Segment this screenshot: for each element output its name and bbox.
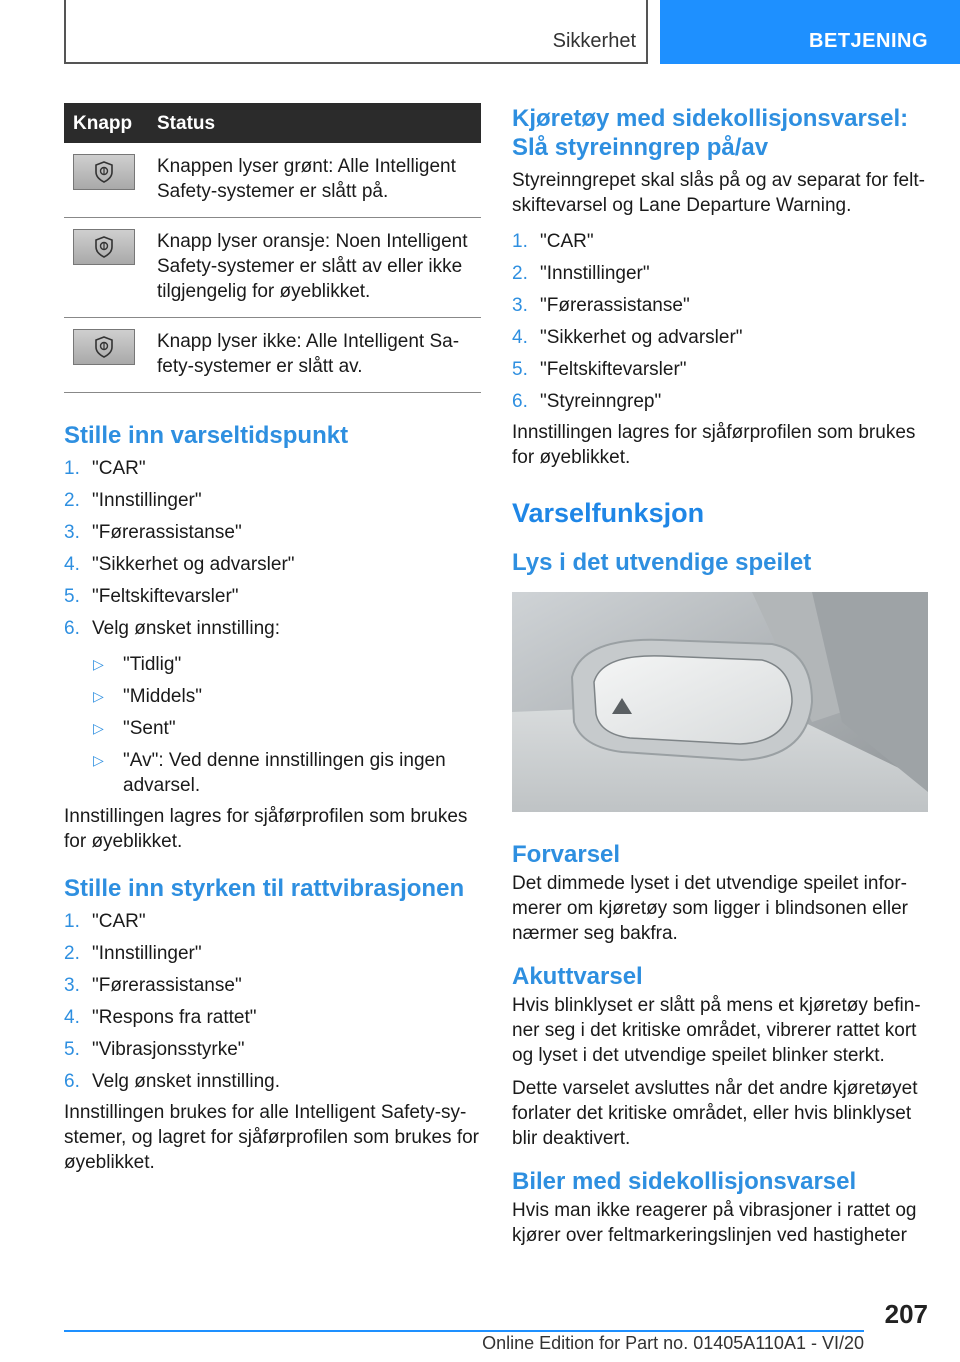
steering-note: Innstillingen lagres for sjåførprofilen som brukes for øyeblikket.	[512, 422, 916, 468]
list-item: ▷ "Av": Ved denne innstillingen gis ingen advarsel.	[93, 750, 446, 796]
side-collision-text: Hvis man ikke reagerer på vibrasjoner i rattet og kjører over feltmarkeringslinjen ved hastigheter	[512, 1200, 917, 1246]
table-header-status: Status	[157, 103, 481, 143]
mirror-light-heading: Lys i det utvendige speilet	[512, 549, 812, 576]
footer-edition: Online Edition for Part no. 01405A110A1 - VI/20	[482, 1333, 864, 1353]
table-header-button: Knapp	[64, 103, 157, 143]
bullet-triangle-icon: ▷	[93, 656, 104, 672]
table-cell-status: Knapp lyser ikke: Alle Intelligent Sa-fety-systemer er slått av.	[157, 318, 481, 393]
table-cell-status: Knappen lyser grønt: Alle Intelligent Safety-systemer er slått på.	[157, 143, 481, 218]
header-section-title: Sikkerhet	[552, 30, 636, 52]
pre-warning-heading: Forvarsel	[512, 841, 621, 868]
bullet-triangle-icon: ▷	[93, 688, 104, 704]
table-row	[64, 218, 481, 318]
acute-warning-heading: Akuttvarsel	[512, 963, 643, 990]
table-cell-status: Knapp lyser oransje: Noen Intelligent Safety-systemer er slått av eller ikke tilgjengelig for øyeblikket.	[157, 218, 481, 318]
bullet-triangle-icon: ▷	[93, 720, 104, 736]
right-column	[512, 103, 928, 1248]
list-item: ▷ "Sent"	[93, 718, 176, 739]
list-item: 1. "CAR"	[64, 911, 146, 932]
safety-button-icon	[73, 329, 135, 365]
warning-time-note: Innstillingen lagres for sjåførprofilen som brukes for øyeblikket.	[64, 806, 468, 852]
list-item: 1. "CAR"	[64, 458, 146, 479]
acute-warning-text-2: Dette varselet avsluttes når det andre kjøretøyet forlater det kritiske området, eller hvis blinklyset blir deaktivert.	[512, 1078, 918, 1149]
list-item: 1. "CAR"	[512, 231, 594, 252]
list-item: 2. "Innstillinger"	[64, 943, 202, 964]
vibration-note: Innstillingen brukes for alle Intelligent Safety-sy-stemer, og lagret for sjåførprofilen som brukes for øyeblikket.	[64, 1102, 479, 1173]
list-item: 5. "Feltskiftevarsler"	[64, 586, 239, 607]
acute-warning-text: Hvis blinklyset er slått på mens et kjøretøy befin-ner seg i det kritiske området, vibrerer rattet kort og lyset i det utvendige speilet blinker sterkt.	[512, 995, 921, 1066]
table-row	[64, 318, 481, 393]
safety-button-icon	[73, 229, 135, 265]
list-item: 3. "Førerassistanse"	[512, 295, 690, 316]
list-item: 5. "Feltskiftevarsler"	[512, 359, 687, 380]
list-item: 6. Velg ønsket innstilling:	[64, 618, 280, 639]
list-item: 6. "Styreinngrep"	[512, 391, 662, 412]
list-item: 4. "Respons fra rattet"	[64, 1007, 257, 1028]
warning-time-heading: Stille inn varseltidspunkt	[64, 422, 349, 449]
list-item: 6. Velg ønsket innstilling.	[64, 1071, 280, 1092]
side-collision-heading: Biler med sidekollisjonsvarsel	[512, 1168, 857, 1195]
page-number: 207	[884, 1299, 928, 1329]
warning-function-heading: Varselfunksjon	[512, 498, 705, 528]
bullet-triangle-icon: ▷	[93, 752, 104, 768]
vibration-steps	[64, 906, 481, 1098]
footer-divider	[64, 1330, 864, 1332]
status-table	[64, 103, 481, 393]
list-item: 2. "Innstillinger"	[512, 263, 650, 284]
list-item: ▷ "Middels"	[93, 686, 202, 707]
list-item: 4. "Sikkerhet og advarsler"	[64, 554, 295, 575]
steering-steps	[512, 226, 928, 418]
list-item: ▷ "Tidlig"	[93, 654, 182, 675]
table-row	[64, 143, 481, 218]
list-item: 3. "Førerassistanse"	[64, 522, 242, 543]
list-item: 3. "Førerassistanse"	[64, 975, 242, 996]
list-item: 2. "Innstillinger"	[64, 490, 202, 511]
mirror-illustration	[512, 592, 928, 812]
vibration-heading: Stille inn styrken til rattvibrasjonen	[64, 875, 465, 902]
header-chapter-tab[interactable]	[660, 0, 960, 64]
safety-button-icon	[73, 154, 135, 190]
steering-heading: Kjøretøy med sidekollisjonsvarsel: Slå styreinngrep på/av	[512, 105, 909, 161]
warning-time-steps	[64, 453, 481, 645]
left-column	[64, 103, 481, 1175]
steering-intro: Styreinngrepet skal slås på og av separat for felt-skiftevarsel og Lane Departure Warning.	[512, 170, 925, 216]
pre-warning-text: Det dimmede lyset i det utvendige speilet infor-merer om kjøretøy som ligger i blindsonen eller nærmer seg bakfra.	[512, 873, 908, 944]
warning-time-options	[64, 652, 481, 798]
header-chapter-label: BETJENING	[809, 30, 928, 52]
list-item: 5. "Vibrasjonsstyrke"	[64, 1039, 245, 1060]
list-item: 4. "Sikkerhet og advarsler"	[512, 327, 743, 348]
